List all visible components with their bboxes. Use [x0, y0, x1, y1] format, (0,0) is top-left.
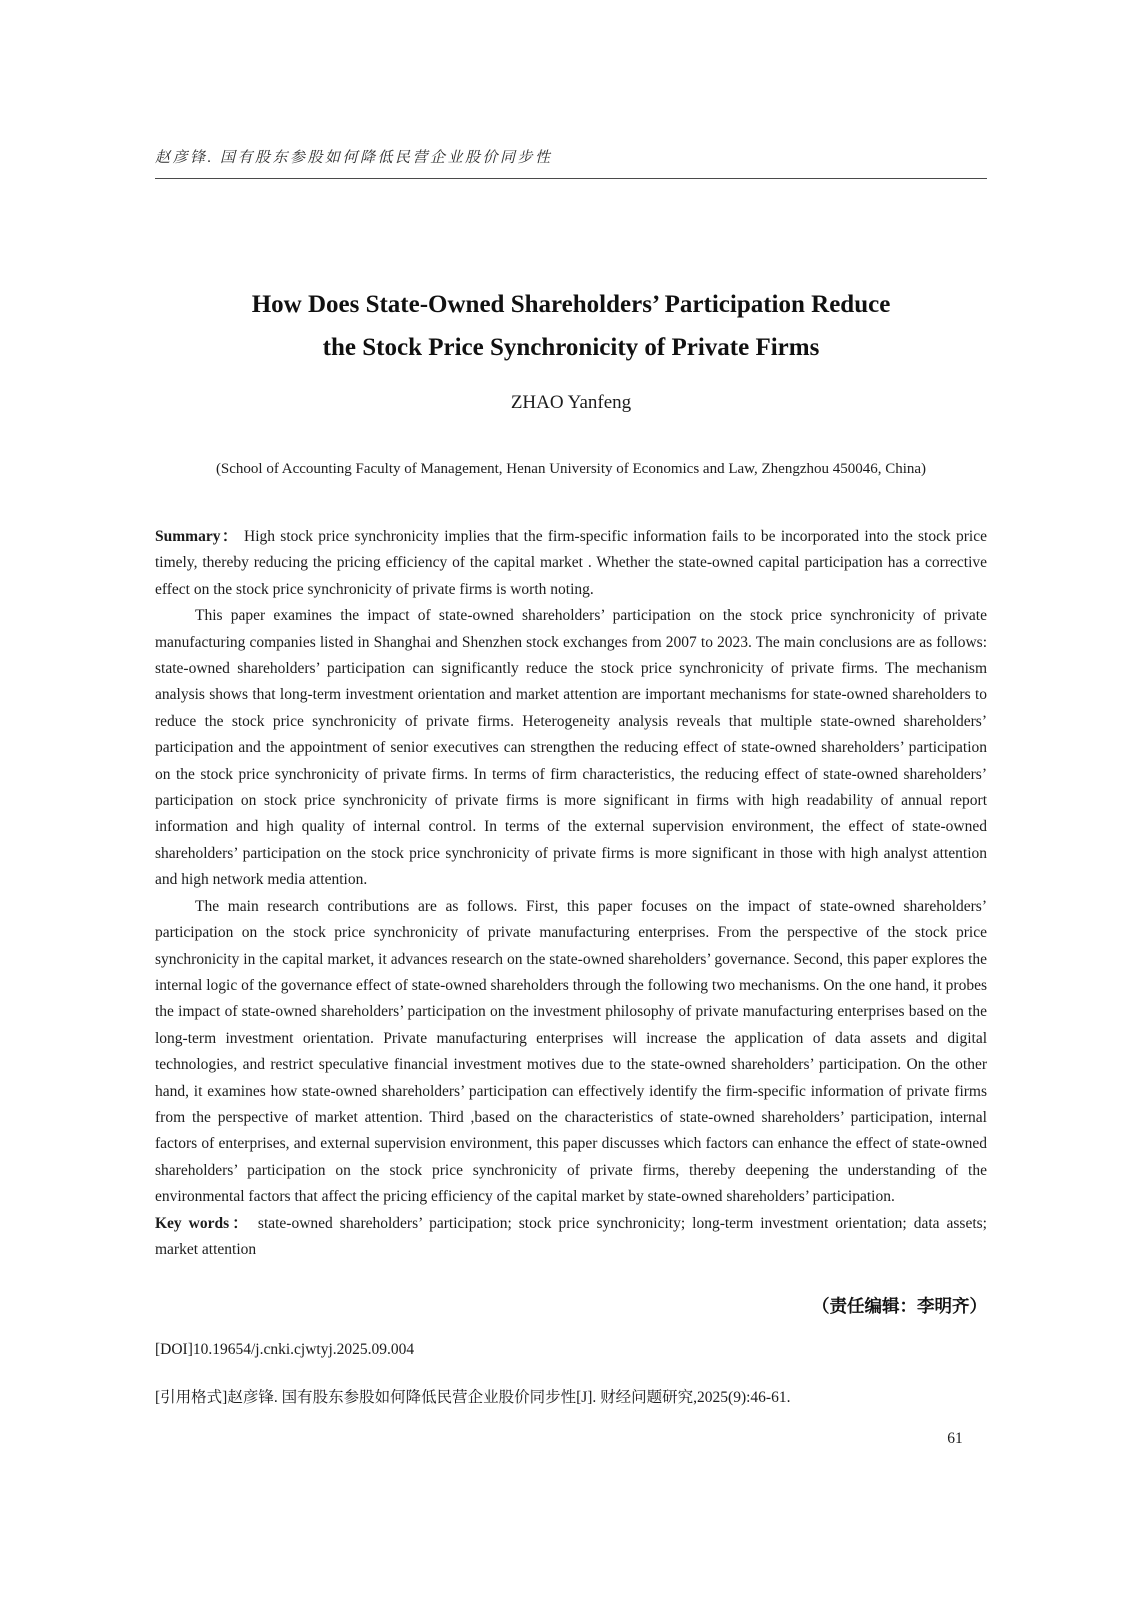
abstract-paragraph-2: This paper examines the impact of state-owned shareholders’ participation on the stock price synchronicity of private manufacturing companies listed in Shanghai and Shenzhen stock exchanges from 2007 to 2023. The main conclusions are as follows: state-owned shareholders’ participation can significantly reduce the stock price synchronicity of private firms. The mechanism analysis shows that long-term investment orientation and market attention are important mechanisms for state-owned shareholders to reduce the stock price synchronicity of private firms. Heterogeneity analysis reveals that multiple state-owned shareholders’ participation and the appointment of senior executives can strengthen the reducing effect of state-owned shareholders’ participation on the stock price synchronicity of private firms. In terms of firm characteristics, the reducing effect of state-owned shareholders’ participation on stock price synchronicity of private firms is more significant in firms with high readability of annual report information and high quality of internal control. In terms of the external supervision environment, the effect of state-owned shareholders’ participation on the stock price synchronicity of private firms is more significant in those with high analyst attention and high network media attention. [155, 607, 987, 889]
keywords-paragraph [155, 1211, 987, 1264]
doi-line: [DOI]10.19654/j.cnki.cjwtyj.2025.09.004 [155, 1341, 415, 1358]
abstract-paragraph-3: The main research contributions are as follows. First, this paper focuses on the impact of state-owned shareholders’ participation on the stock price synchronicity of private manufacturing enterprises. From the perspective of the stock price synchronicity in the capital market, it advances research on the state-owned shareholders’ governance. Second, this paper explores the internal logic of the governance effect of state-owned shareholders through the following two mechanisms. On the one hand, it probes the impact of state-owned shareholders’ participation on the investment philosophy of private manufacturing enterprises based on the long-term investment orientation. Private manufacturing enterprises will increase the application of data assets and digital technologies, and restrict speculative financial investment motives due to the state-owned shareholders’ participation. On the other hand, it examines how state-owned shareholders’ participation can effectively identify the firm-specific information of private firms from the perspective of market attention. Third ,based on the characteristics of state-owned shareholders’ participation, internal factors of enterprises, and external supervision environment, this paper discusses which factors can enhance the effect of state-owned shareholders’ participation on the stock price synchronicity of private firms, thereby deepening the understanding of the environmental factors that affect the pricing efficiency of the capital market by state-owned shareholders’ participation. [155, 897, 987, 1206]
author-name: ZHAO Yanfeng [510, 392, 632, 413]
keywords-label: Key words： [155, 1214, 251, 1232]
abstract-body [155, 524, 987, 1263]
article-title [155, 283, 987, 369]
author-affiliation: (School of Accounting Faculty of Management, Henan University of Economics and Law, Zhengzhou 450046, China) [215, 461, 927, 477]
article-title-line2: the Stock Price Synchronicity of Private Firms [322, 334, 820, 361]
summary-paragraph [155, 524, 987, 603]
article-title-line1: How Does State-Owned Shareholders’ Participation Reduce [251, 291, 891, 318]
keywords-text: state-owned shareholders’ participation; stock price synchronicity; long-term investment orientation; data assets; market attention [155, 1214, 987, 1258]
summary-text: High stock price synchronicity implies that the firm-specific information fails to be incorporated into the stock price timely, thereby reducing the pricing efficiency of the capital market . Whether the state-owned capital participation has a corrective effect on the stock price synchronicity of private firms is worth noting. [155, 528, 987, 598]
page-number: 61 [947, 1430, 963, 1447]
citation-line: [引用格式]赵彦锋. 国有股东参股如何降低民营企业股价同步性[J]. 财经问题研究,2025(9):46-61. [155, 1389, 791, 1406]
summary-label: Summary： [155, 528, 239, 545]
running-head: 赵彦锋. 国有股东参股如何降低民营企业股价同步性 [155, 146, 987, 179]
managing-editor-note: （责任编辑：李明齐） [812, 1296, 987, 1316]
